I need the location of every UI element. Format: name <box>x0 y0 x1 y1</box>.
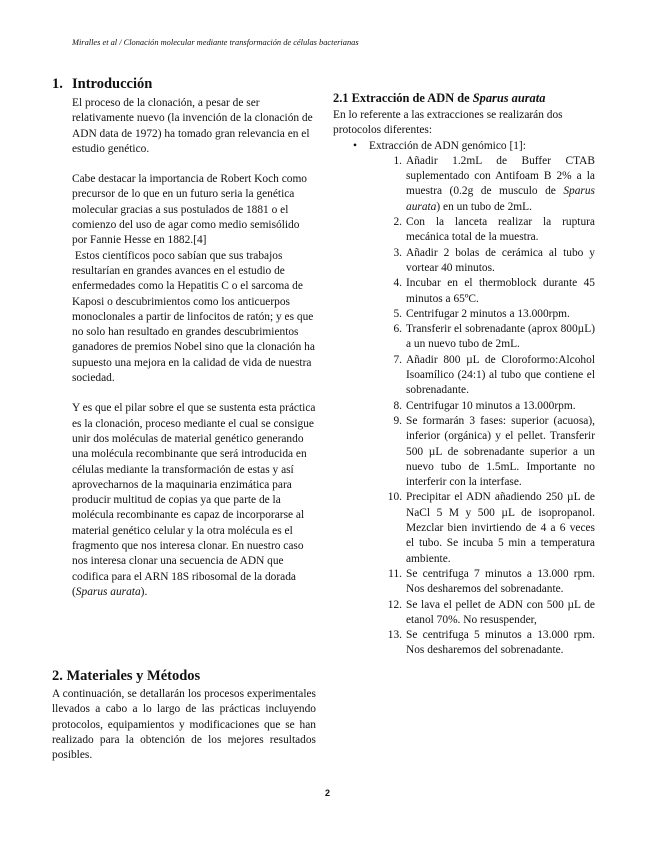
protocol-step: 7. Añadir 800 µL de Cloroformo:Alcohol Isoamílico (24:1) al tubo que contiene el sobrenadante. <box>390 353 595 399</box>
page-number: 2 <box>324 788 330 798</box>
protocol-step: 1. Añadir 1.2mL de Buffer CTAB suplementado con Antifoam B 2% a la muestra (0.2g de musculo de Sparus aurata) en un tubo de 2mL. <box>390 154 595 215</box>
protocol-step: 5. Centrifugar 2 minutos a 13.000rpm. <box>390 307 595 322</box>
section-2-heading: 2. Materiales y Métodos <box>52 668 201 684</box>
step-number: 8. <box>393 399 402 412</box>
protocol-step: 4. Incubar en el thermoblock durante 45 minutos a 65ºC. <box>390 276 595 307</box>
species-name: Sparus aurata <box>75 585 141 598</box>
subsection-species: Sparus aurata <box>472 91 546 105</box>
step-number: 10. <box>387 491 402 504</box>
protocol-steps-list <box>387 154 595 659</box>
step-number: 9. <box>393 414 402 427</box>
protocol-step: 10. Precipitar el ADN añadiendo 250 µL de NaCl 5 M y 500 µL de isopropanol. Mezclar bien invirtiendo de 4 a 6 veces el tubo. Se incuba 5 min a temperatura ambiente. <box>390 490 595 566</box>
intro-paragraph-3: Estos científicos poco sabían que sus trabajos resultarían en grandes avances en el estudio de enfermedades como la Hepatitis C o el sarcoma de Kaposi o descubrimientos como los anticuerpos monoclonales a partir de linfocitos de ratón; y es que no solo han resultado en grandes descubrimientos ganadores de premios Nobel sino que la clonación ha supuesto una mejora en la calidad de vida de nuestra sociedad. <box>72 249 315 385</box>
running-header: Miralles et al / Clonación molecular mediante transformación de células bacterianas <box>72 38 359 47</box>
protocol-step: 8. Centrifugar 10 minutos a 13.000rpm. <box>390 399 595 414</box>
bullet-item: • Extracción de ADN genómico [1]: <box>353 139 595 154</box>
protocol-step: 11. Se centrifuga 7 minutos a 13.000 rpm. Nos desharemos del sobrenadante. <box>390 567 595 598</box>
step-number: 3. <box>393 246 402 259</box>
species-name: Sparus aurata <box>406 185 595 213</box>
subsection-2-1-heading: 2.1 Extracción de ADN de Sparus aurata <box>333 91 546 105</box>
protocol-step: 6. Transferir el sobrenadante (aprox 800µL) a un nuevo tubo de 2mL. <box>390 322 595 353</box>
step-number: 4. <box>393 277 402 290</box>
left-column <box>52 76 316 600</box>
section-2-body: A continuación, se detallarán los procesos experimentales llevados a cabo a lo largo de las prácticas incluyendo protocolos, equipamientos y modificaciones que se han realizado para la obtención de los mejores resultados posibles. <box>52 688 316 762</box>
step-number: 1. <box>393 154 402 167</box>
subsection-intro: En lo referente a las extracciones se realizarán dos protocolos diferentes: <box>333 109 563 137</box>
intro-paragraph-2: Cabe destacar la importancia de Robert Koch como precursor de lo que en un futuro seria la genética molecular gracias a sus postulados de 1881 o el comienzo del uso de agar como medio semisólido por Fannie Hesse en 1882.[4] <box>72 173 307 247</box>
section-1-body <box>72 96 316 600</box>
protocol-step: 3. Añadir 2 bolas de cerámica al tubo y vortear 40 minutos. <box>390 246 595 277</box>
step-number: 13. <box>387 629 402 642</box>
intro-paragraph-4: Y es que el pilar sobre el que se sustenta esta práctica es la clonación, proceso mediante el cual se consigue unir dos moléculas de material genético generando una molécula recombinante que será introducida en células mediante la transformación de estas y así aprovecharnos de la maquinaria enzimática para producir multitud de copias ya que parte de la molécula recombinante es capaz de incorporarse al material genético celular y la otra molécula es el fragmento que nos interesa clonar. En nuestro caso nos interesa clonar una secuencia de ADN que codifica para el ARN 18S ribosomal de la dorada (Sparus aurata). <box>72 402 316 598</box>
step-number: 6. <box>393 323 402 336</box>
section-1-title: Introducción <box>72 76 153 92</box>
protocol-step: 2. Con la lanceta realizar la ruptura mecánica total de la muestra. <box>390 215 595 246</box>
step-number: 12. <box>387 598 402 611</box>
protocol-step: 12. Se lava el pellet de ADN con 500 µL de etanol 70%. No resuspender, <box>390 598 595 629</box>
protocol-step: 9. Se formarán 3 fases: superior (acuosa), inferior (orgánica) y el pellet. Transferir 500 µL de sobrenadante superior a un nuevo tubo de 1.5mL. Importante no interferir con la interfase. <box>390 414 595 490</box>
section-1-heading <box>52 76 316 93</box>
right-column <box>333 76 595 659</box>
step-number: 5. <box>393 307 402 320</box>
section-1-number: 1. <box>52 76 63 92</box>
step-number: 11. <box>388 567 402 580</box>
step-number: 2. <box>393 216 402 229</box>
step-number: 7. <box>393 353 402 366</box>
protocol-step: 13. Se centrifuga 5 minutos a 13.000 rpm. Nos desharemos del sobrenadante. <box>390 628 595 659</box>
bullet-icon: • <box>353 139 357 152</box>
intro-paragraph-1: El proceso de la clonación, a pesar de ser relativamente nuevo (la invención de la clonación de ADN data de 1972) ha tomado gran relevancia en el estudio genético. <box>72 97 313 155</box>
